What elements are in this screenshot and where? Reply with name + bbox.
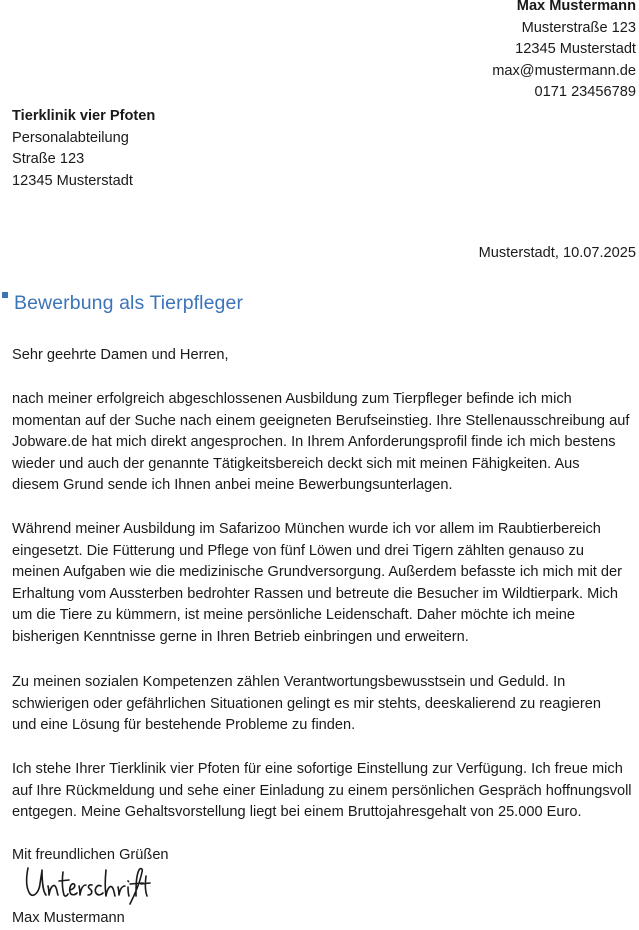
sender-name: Max Mustermann	[516, 0, 636, 14]
paragraph-line: diesem Grund sende ich Ihnen anbei meine Bewerbungsunterlagen.	[12, 477, 453, 493]
paragraph-line: meinen Aufgaben wie die medizinische Grundversorgung. Außerdem befasste ich mich mit der	[12, 564, 623, 580]
signature-scribble	[22, 862, 152, 906]
body-paragraph	[12, 759, 636, 824]
paragraph-line: und eine Lösung für bestehende Probleme zu finden.	[12, 717, 356, 733]
paragraph-line: schwierigen oder gefährlichen Situationen gelingt es mir stehts, deeskalierend zu reagieren	[12, 695, 601, 712]
paragraph-line: eingesetzt. Die Fütterung und Pflege von fünf Löwen und drei Tigern zählten genauso zu	[12, 542, 584, 559]
paragraph-line: Ich stehe Ihrer Tierklinik vier Pfoten für eine sofortige Einstellung zur Verfügung. Ich freue mich	[12, 761, 623, 777]
recipient-street: Straße 123	[12, 151, 85, 167]
paragraph-line: Jobware.de hat mich direkt angesprochen. In Ihrem Anforderungsprofil finde ich mich bestens	[12, 434, 616, 450]
date-line: Musterstadt, 10.07.2025	[478, 245, 636, 261]
recipient-city: 12345 Musterstadt	[12, 172, 133, 189]
paragraph-line: auf Ihre Rückmeldung und sehe einer Einladung zu einem persönlichen Gespräch hoffnungsvoll	[12, 782, 632, 799]
paragraph-line: Während meiner Ausbildung im Safarizoo München wurde ich vor allem im Raubtierbereich	[12, 521, 601, 537]
recipient-address	[12, 106, 155, 192]
paragraph-line: Erhaltung vom Aussterben bedrohter Rassen und betreute die Besucher im Wildtierpark. Mich	[12, 585, 618, 602]
signature-image	[22, 862, 152, 914]
paragraph-line: wieder und auch der genannte Tätigkeitsbereich deckt sich mit meinen Fähigkeiten. Aus	[12, 455, 580, 472]
paragraph-line: nach meiner erfolgreich abgeschlossenen Ausbildung zum Tierpfleger befinde ich mich	[12, 391, 572, 407]
sender-city: 12345 Musterstadt	[515, 41, 636, 57]
body-paragraph	[12, 389, 636, 497]
sender-phone: 0171 23456789	[534, 84, 636, 100]
paragraph-line: Zu meinen sozialen Kompetenzen zählen Verantwortungsbewusstsein und Geduld. In	[12, 674, 566, 690]
subject-marker	[2, 292, 8, 298]
sender-address	[492, 0, 636, 104]
body-paragraph	[12, 519, 636, 648]
body-paragraph	[12, 672, 636, 737]
subject-heading: Bewerbung als Tierpfleger	[14, 292, 244, 314]
closing: Mit freundlichen Grüßen	[12, 847, 169, 863]
sender-email: max@mustermann.de	[492, 62, 636, 79]
signer-name: Max Mustermann	[12, 910, 125, 926]
sender-street: Musterstraße 123	[521, 19, 636, 36]
paragraph-line: entgegen. Meine Gehaltsvorstellung liegt bei einem Bruttojahresgehalt von 25.000 Euro.	[12, 804, 582, 820]
recipient-department: Personalabteilung	[12, 129, 129, 146]
paragraph-line: um die Tiere zu kümmern, ist meine persönliche Leidenschaft. Daher möchte ich meine	[12, 607, 575, 623]
recipient-company: Tierklinik vier Pfoten	[12, 108, 156, 124]
salutation: Sehr geehrte Damen und Herren,	[12, 347, 229, 363]
paragraph-line: bisherigen Kenntnisse gerne in Ihren Betrieb einbringen und erweitern.	[12, 628, 469, 645]
paragraph-line: momentan auf der Suche nach einem geeigneten Berufseinstieg. Ihre Stellenausschreibung auf	[12, 412, 630, 429]
